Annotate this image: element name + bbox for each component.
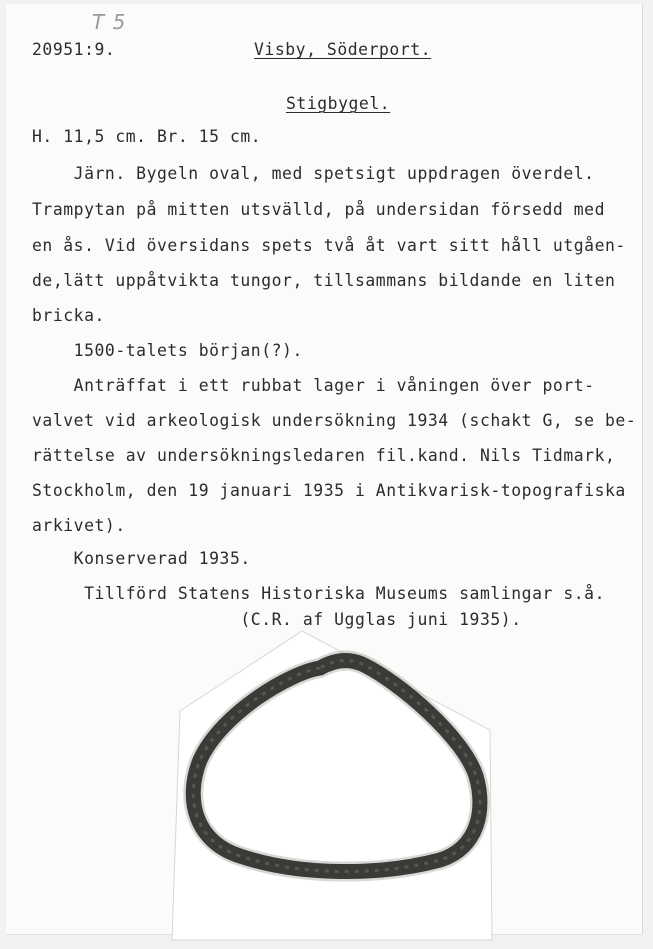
find-line: Stockholm, den 19 januari 1935 i Antikvarisk-topografiska bbox=[32, 481, 626, 500]
handwritten-note: T 5 bbox=[92, 10, 127, 34]
find-line: valvet vid arkeologisk undersökning 1934 (schakt G, se be- bbox=[32, 411, 637, 430]
description-line: Trampytan på mitten utsvälld, på undersidan försedd med bbox=[32, 200, 605, 219]
description-line: en ås. Vid översidans spets två åt vart sitt håll utgåen- bbox=[32, 236, 626, 255]
photo-mount bbox=[172, 631, 492, 940]
acquisition: Tillförd Statens Historiska Museums samlingar s.å. bbox=[32, 584, 605, 603]
description-line: bricka. bbox=[32, 306, 105, 325]
conservation: Konserverad 1935. bbox=[32, 549, 251, 568]
catalog-number: 20951:9. bbox=[32, 40, 116, 59]
dating: 1500-talets början(?). bbox=[32, 341, 303, 360]
location: Visby, Söderport. bbox=[254, 40, 432, 59]
object-name: Stigbygel. bbox=[286, 94, 391, 113]
find-line: rättelse av undersökningsledaren fil.kand. Nils Tidmark, bbox=[32, 446, 616, 465]
description-line: Järn. Bygeln oval, med spetsigt uppdragen överdel. bbox=[32, 164, 595, 183]
signature: (C.R. af Ugglas juni 1935). bbox=[32, 610, 522, 629]
dimensions: H. 11,5 cm. Br. 15 cm. bbox=[32, 127, 262, 146]
find-line: Anträffat i ett rubbat lager i våningen över port- bbox=[32, 376, 595, 395]
find-line: arkivet). bbox=[32, 516, 126, 535]
description-line: de,lätt uppåtvikta tungor, tillsammans bildande en liten bbox=[32, 271, 616, 290]
